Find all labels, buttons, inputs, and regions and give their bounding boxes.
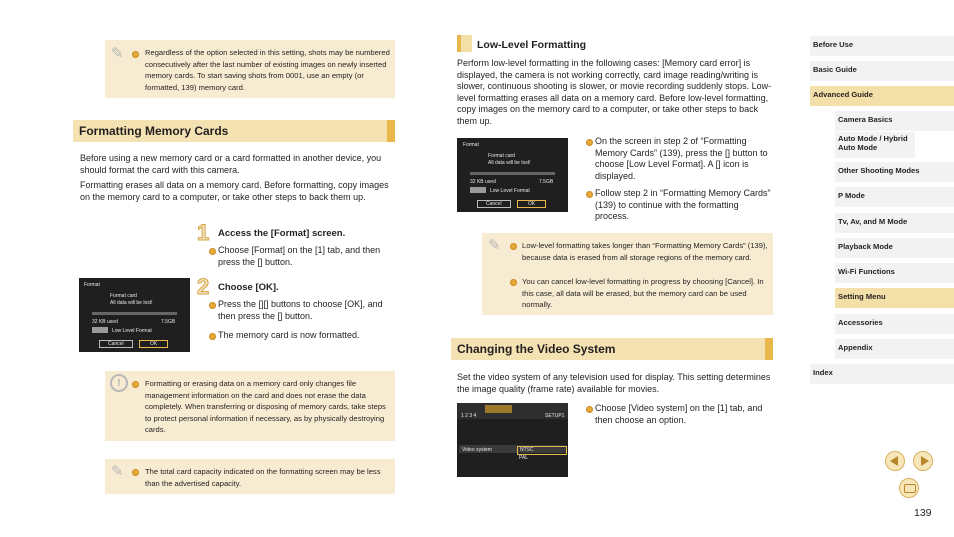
format-screen-image [79,278,190,352]
lowlevel-screen-image [457,138,568,212]
intro-paragraph-2: Formatting erases all data on a memory card. Before formatting, copy images on the memory card to a computer, or take other steps to back them up. [80,180,389,202]
format-screen-line2: All data will be lost! [110,300,153,306]
lowlevel-note-text-1: Low-level formatting takes longer than “Formatting Memory Cards” (139), because data is erased from all storage regions of the memory card. [522,241,768,262]
step-1-text: Choose [Format] on the [1] tab, and then press the [] button. [218,245,381,267]
nav-item-index[interactable]: Index [810,364,954,384]
lowlevel-bullet-2 [586,191,593,198]
lowlevel-note-bullet-1 [510,243,517,250]
pencil-icon: ✎ [488,237,501,254]
capacity-note [105,459,395,494]
video-screen-tabs: 1 2 3 4 [461,413,477,419]
home-icon [904,484,916,493]
step-1-bullet [209,248,216,255]
top-note [105,40,395,98]
step-2-title: Choose [OK]. [218,282,279,293]
lowlevel-note-bullet-2 [510,279,517,286]
step-2-text: Press the [][] buttons to choose [OK], and then press the [] button. [218,299,383,321]
format-screen-used: 32 KB used [92,319,118,325]
caution-bullet [132,381,139,388]
nav-item-basic-guide[interactable]: Basic Guide [810,61,954,81]
step-1-number: 1 [197,220,210,245]
step-2-result: The memory card is now formatted. [218,330,360,340]
lowlevel-paragraph: Perform low-level formatting in the following cases: [Memory card error] is displayed, the camera is not working correctly, card image reading/writing is slower, continuous shooting is slower, or movie recording suddenly stops. Low-level formatting erases all data on a memory card. Before low-level formatting, copy images on the memory card to a computer, or take other steps to back them up. [457,58,772,126]
video-section-title: Changing the Video System [457,342,616,356]
pencil-icon: ✎ [111,45,124,62]
video-bullet [586,406,593,413]
section-title: Formatting Memory Cards [79,124,229,138]
nav-item-setting-menu[interactable]: Setting Menu [835,288,954,308]
step-2-number: 2 [197,274,210,299]
nav-item-auto-mode-hybrid-auto-mode[interactable]: Auto Mode / Hybrid Auto Mode [835,132,915,158]
nav-item-advanced-guide[interactable]: Advanced Guide [810,86,954,106]
lowlevel-screen-ok: OK [517,200,546,208]
step-2-result-bullet [209,333,216,340]
lowlevel-bullet-1 [586,139,593,146]
home-button[interactable] [899,478,919,498]
format-screen-lowlevel: Low Level Format [112,328,152,334]
section-heading-formatting [73,120,395,142]
pencil-icon: ✎ [111,463,124,480]
section-heading-video [451,338,773,360]
video-screen-label: Video system [462,447,492,453]
lowlevel-step-1: On the screen in step 2 of “Formatting Memory Cards” (139), press the [] button to choose [Low Level Format]. A [] icon is displayed. [595,136,768,181]
next-page-button[interactable] [913,451,933,471]
nav-item-playback-mode[interactable]: Playback Mode [835,238,954,258]
nav-item-before-use[interactable]: Before Use [810,36,954,56]
video-screen-ntsc: NTSC [517,446,567,455]
format-screen-ok: OK [139,340,168,348]
nav-item-other-shooting-modes[interactable]: Other Shooting Modes [835,162,954,182]
lowlevel-title: Low-Level Formatting [477,39,587,51]
nav-item-p-mode[interactable]: P Mode [835,187,954,207]
top-note-text: Regardless of the option selected in this setting, shots may be numbered consecutively after the last number of existing images on newly inserted memory cards. To start saving shots from 0001, use an empty (or formatted, 139) memory card. [145,48,390,92]
lowlevel-note [482,233,773,315]
format-screen-cancel: Cancel [99,340,133,348]
lowlevel-screen-used: 32 KB used [470,179,496,185]
arrow-right-icon [921,456,929,466]
nav-item-wi-fi-functions[interactable]: Wi-Fi Functions [835,263,954,283]
capacity-note-text: The total card capacity indicated on the formatting screen may be less than the advertised capacity. [145,467,381,488]
video-screen-pal: PAL [519,455,529,461]
step-2-bullet [209,302,216,309]
lowlevel-screen-cancel: Cancel [477,200,511,208]
nav-item-accessories[interactable]: Accessories [835,314,954,334]
lowlevel-step-2: Follow step 2 in “Formatting Memory Cards” (139) to continue with the formatting process. [595,188,771,221]
caution-note [105,371,395,441]
intro-paragraph-1: Before using a new memory card or a card formatted in another device, you should format the card with this camera. [80,153,382,175]
nav-item-camera-basics[interactable]: Camera Basics [835,111,954,131]
capacity-bullet [132,469,139,476]
prev-page-button[interactable] [885,451,905,471]
nav-item-appendix[interactable]: Appendix [835,339,954,359]
arrow-left-icon [890,456,898,466]
lowlevel-screen-lowlevel: Low Level Format [490,188,530,194]
note-bullet [132,51,139,58]
caution-note-text: Formatting or erasing data on a memory card only changes file management information on the card and does not erase the data completely. When transferring or disposing of memory cards, take steps to protect personal information if necessary, as by physically destroying cards. [145,379,386,435]
caution-icon: ! [110,374,128,392]
video-step: Choose [Video system] on the [1] tab, and then choose an option. [595,403,763,425]
page-number: 139 [914,507,932,519]
lowlevel-heading-marker [457,35,472,52]
video-screen-setup: SETUP1 [545,413,565,419]
format-screen-line1: Format card [110,293,137,299]
step-1-title: Access the [Format] screen. [218,228,346,239]
video-screen-image [457,403,568,477]
format-screen-capacity: 7.5GB [161,319,176,325]
lowlevel-screen-capacity: 7.5GB [539,179,554,185]
video-paragraph: Set the video system of any television used for display. This setting determines the image quality (frame rate) available for movies. [457,372,771,394]
lowlevel-screen-title: Format [463,142,479,148]
lowlevel-screen-line2: All data will be lost! [488,160,531,166]
nav-item-tv-av-and-m-mode[interactable]: Tv, Av, and M Mode [835,213,954,233]
format-screen-title: Format [84,282,100,288]
lowlevel-note-text-2: You can cancel low-level formatting in progress by choosing [Cancel]. In this case, all data will be erased, but the memory card can be used normally. [522,277,764,310]
lowlevel-screen-line1: Format card [488,153,515,159]
